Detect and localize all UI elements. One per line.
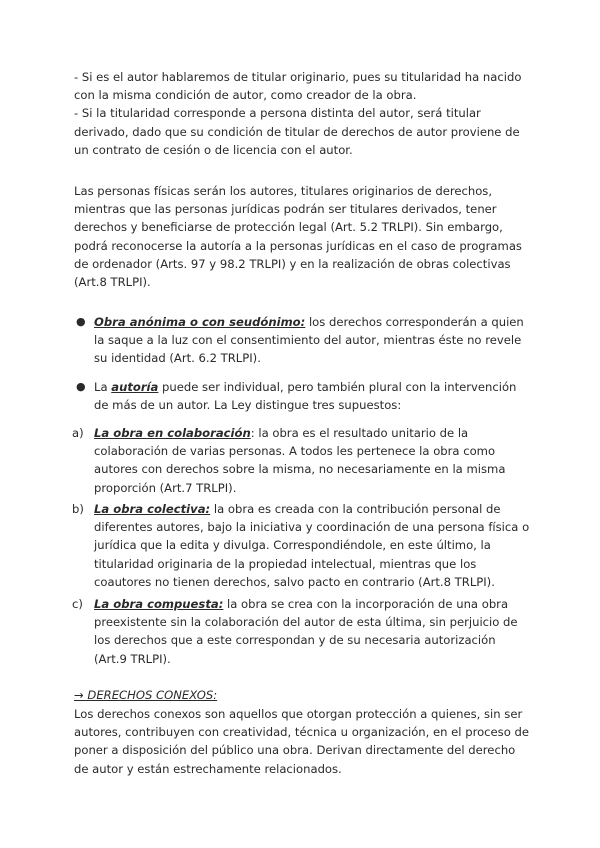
bullet-prefix: La [94, 380, 112, 394]
paragraph-text: Las personas físicas serán los autores, titulares originarios de derechos, mientras que las personas jurídicas podrán ser titulares derivados, tener derechos y beneficiarse de protección legal (Art. 5.2 TRLPI). Sin embargo, podrá reconocerse la autoría a la personas jurídicas en el caso de programas de ordenador (Arts. 97 y 98.2 TRLPI) y en la realización de obras colectivas (Art.8 TRLPI). [74, 184, 522, 290]
derechos-conexos-paragraph [74, 705, 530, 778]
intro-line-originario: - Si es el autor hablaremos de titular originario, pues su titularidad ha nacido con la misma condición de autor, como creador de la obra. [74, 70, 522, 103]
term-label: La obra compuesta: [94, 597, 224, 611]
section-heading-text: → DERECHOS CONEXOS: [74, 688, 218, 702]
list-item-obra-colaboracion [72, 424, 530, 497]
list-text: la obra se crea con la incorporación de una obra preexistente sin la colaboración del autor de esta última, sin perjuicio de los derechos que a este correspondan y de su necesaria autorización (Art.9 TRLPI). [94, 597, 518, 666]
intro-line-derivado: - Si la titularidad corresponde a persona distinta del autor, será titular derivado, dado que su condición de titular de derechos de autor proviene de un contrato de cesión o de licencia con el autor. [74, 106, 520, 157]
intro-block [74, 68, 530, 159]
bullet-text: los derechos corresponderán a quien la saque a la luz con el consentimiento del autor, mientras éste no revele su identidad (Art. 6.2 TRLPI). [94, 315, 524, 366]
term-label: La obra en colaboración [94, 426, 251, 440]
list-text: la obra es creada con la contribución personal de diferentes autores, bajo la iniciativa y coordinación de una persona física o jurídica que la edita y divulga. Correspondiéndole, en este último, la titularidad originaria de la propiedad intelectual, mientras que los coautores no tienen derechos, salvo pacto en contrario (Art.8 TRLPI). [94, 502, 530, 589]
bullet-item-autoria [76, 378, 530, 414]
list-text: : la obra es el resultado unitario de la colaboración de varias personas. A todos les pertenece la obra como autores con derechos sobre la misma, no necesariamente en la misma proporción (Art.7 TRLPI). [94, 426, 506, 495]
list-marker: c) [72, 597, 83, 611]
bullet-item-obra-anonima [76, 313, 530, 368]
paragraph-text: Los derechos conexos son aquellos que otorgan protección a quienes, sin ser autores, contribuyen con creatividad, técnica u organización, en el proceso de poner a disposición del público una obra. Derivan directamente del derecho de autor y están estrechamente relacionados. [74, 707, 529, 776]
list-marker: a) [72, 426, 84, 440]
bullet-dot: ● [76, 315, 86, 328]
list-marker: b) [72, 502, 84, 516]
bullet-dot: ● [76, 380, 86, 393]
personas-paragraph [74, 182, 530, 291]
term-label: Obra anónima o con seudónimo: [94, 315, 306, 329]
term-label: autoría [111, 380, 159, 394]
bullet-text: puede ser individual, pero también plural con la intervención de más de un autor. La Ley distingue tres supuestos: [94, 380, 517, 413]
section-heading [74, 686, 530, 704]
term-label: La obra colectiva: [94, 502, 211, 516]
list-item-obra-colectiva [72, 500, 530, 591]
list-item-obra-compuesta [72, 595, 530, 668]
